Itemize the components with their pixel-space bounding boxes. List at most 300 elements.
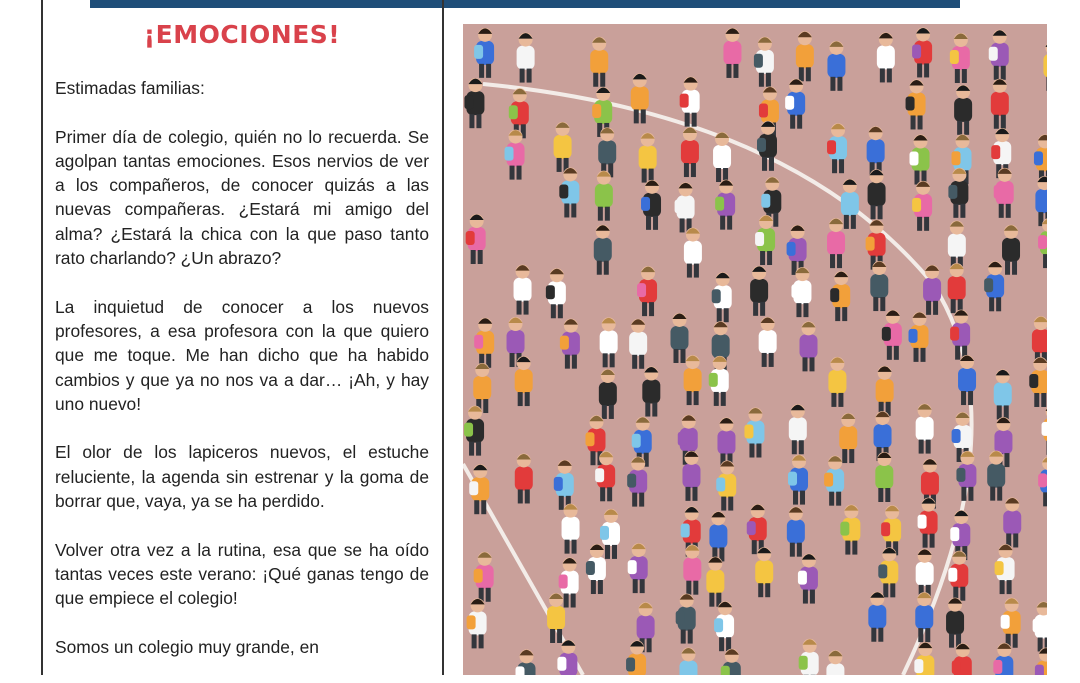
backpack [675, 199, 684, 213]
child-body [637, 615, 655, 639]
child-leg [607, 487, 612, 501]
child-body [954, 98, 972, 122]
child-leg [949, 634, 954, 648]
child-leg [918, 628, 923, 642]
child-leg [845, 541, 850, 555]
backpack [632, 434, 641, 448]
backpack [474, 335, 483, 349]
backpack [761, 194, 770, 208]
child-leg [878, 205, 883, 219]
child-body [554, 135, 572, 159]
child-leg [1043, 254, 1047, 268]
backpack [948, 568, 957, 582]
child-leg [481, 500, 486, 514]
child-leg [837, 254, 842, 268]
child-leg [930, 534, 935, 548]
backpack [709, 373, 718, 387]
child-leg [550, 629, 555, 643]
child-leg [510, 166, 515, 180]
child-leg [604, 261, 609, 275]
child-body [684, 241, 702, 265]
backpack [592, 104, 601, 118]
child-leg [951, 299, 956, 313]
backpack [721, 666, 730, 675]
child-leg [717, 308, 722, 322]
child-leg [766, 73, 771, 87]
child-leg [887, 346, 892, 360]
child-leg [994, 115, 999, 129]
backpack [757, 138, 766, 152]
child-leg [693, 581, 698, 595]
child-leg [564, 594, 569, 608]
backpack [1038, 473, 1047, 487]
schoolyard-photo [463, 24, 1047, 675]
backpack [824, 473, 833, 487]
child-body [958, 368, 976, 392]
child-leg [762, 353, 767, 367]
child-body [631, 86, 649, 110]
child-body [515, 466, 533, 490]
child-body [507, 330, 525, 354]
child-leg [837, 77, 842, 91]
letter-paragraph-3: El olor de los lapiceros nuevos, el estuche reluciente, la agenda sin estrenar y la goma de borrar que, vaya, ya se ha perdido. [55, 440, 429, 513]
backpack [637, 283, 646, 297]
backpack [557, 657, 566, 671]
child-body [1002, 238, 1020, 262]
child-body [796, 44, 814, 68]
backpack [546, 285, 555, 299]
backpack [754, 54, 763, 68]
child-leg [839, 159, 844, 173]
backpack [559, 575, 568, 589]
child-leg [694, 264, 699, 278]
child-leg [486, 64, 491, 78]
child-leg [989, 297, 994, 311]
child-leg [769, 353, 774, 367]
child-body [789, 417, 807, 441]
backpack [799, 656, 808, 670]
child-body [877, 45, 895, 69]
child-body [1043, 54, 1047, 78]
child-leg [518, 489, 523, 503]
child-leg [842, 449, 847, 463]
backpack [676, 611, 685, 625]
child-leg [921, 348, 926, 362]
child-body [1035, 189, 1047, 213]
child-leg [639, 355, 644, 369]
child-body [868, 182, 886, 206]
child-body [639, 146, 657, 170]
child-leg [955, 346, 960, 360]
backpack [914, 659, 923, 673]
child-body [839, 426, 857, 450]
child-leg [830, 254, 835, 268]
child-leg [1007, 580, 1012, 594]
backpack [712, 289, 721, 303]
child-leg [642, 302, 647, 316]
backpack [906, 96, 915, 110]
child-leg [803, 303, 808, 317]
child-leg [883, 583, 888, 597]
child-body [916, 562, 934, 586]
child-leg [727, 216, 732, 230]
child-leg [673, 349, 678, 363]
child-leg [721, 497, 726, 511]
child-body [717, 430, 735, 454]
child-leg [642, 169, 647, 183]
child-leg [960, 587, 965, 601]
child-leg [687, 391, 692, 405]
child-leg [924, 63, 929, 77]
child-leg [832, 159, 837, 173]
backpack [474, 45, 483, 59]
backpack [909, 152, 918, 166]
child-leg [571, 594, 576, 608]
backpack [798, 571, 807, 585]
child-leg [476, 442, 481, 456]
child-leg [878, 628, 883, 642]
child-leg [1041, 393, 1046, 407]
child-body [713, 145, 731, 169]
backpack [1029, 374, 1038, 388]
child-leg [917, 217, 922, 231]
backpack [626, 658, 635, 672]
child-leg [792, 440, 797, 454]
child-body [800, 334, 818, 358]
child-leg [996, 297, 1001, 311]
backpack [715, 197, 724, 211]
child-leg [990, 487, 995, 501]
child-leg [873, 297, 878, 311]
child-body [921, 472, 939, 496]
child-leg [572, 355, 577, 369]
backpack [1042, 422, 1047, 436]
child-leg [551, 304, 556, 318]
backpack [994, 185, 1003, 199]
child-leg [957, 121, 962, 135]
child-body [874, 424, 892, 448]
backpack [881, 522, 890, 536]
child-leg [684, 163, 689, 177]
letter-paragraph-5: Somos un colegio muy grande, en [55, 635, 429, 659]
child-leg [960, 204, 965, 218]
backpack [466, 231, 475, 245]
child-leg [926, 301, 931, 315]
child-leg [600, 73, 605, 87]
child-leg [571, 203, 576, 217]
child-leg [639, 493, 644, 507]
backpack [1033, 618, 1042, 632]
child-body [723, 41, 741, 65]
child-leg [605, 545, 610, 559]
letter-greeting: Estimadas familias: [55, 76, 429, 100]
child-leg [652, 403, 657, 417]
child-body [712, 334, 730, 358]
backpack [918, 515, 927, 529]
child-leg [557, 629, 562, 643]
child-leg [605, 207, 610, 221]
child-leg [871, 628, 876, 642]
backpack [678, 432, 687, 446]
child-body [867, 139, 885, 163]
child-body [629, 332, 647, 356]
backpack [747, 521, 756, 535]
child-leg [753, 302, 758, 316]
child-leg [961, 487, 966, 501]
backpack [787, 242, 796, 256]
child-leg [694, 391, 699, 405]
child-leg [790, 115, 795, 129]
child-leg [590, 451, 595, 465]
child-body [870, 274, 888, 298]
child-body [515, 369, 533, 393]
child-leg [469, 442, 474, 456]
child-body [562, 517, 580, 541]
child-leg [647, 638, 652, 652]
child-leg [760, 251, 765, 265]
child-leg [838, 393, 843, 407]
backpack [755, 232, 764, 246]
child-leg [597, 261, 602, 275]
backpack [984, 278, 993, 292]
child-leg [598, 207, 603, 221]
child-body [595, 184, 613, 208]
child-leg [919, 440, 924, 454]
letter-paragraph-4: Volver otra vez a la rutina, esa que se ha oído tantas veces este verano: ¡Qué ganas tengo de que empiece el colegio! [55, 538, 429, 611]
child-body [828, 370, 846, 394]
child-leg [999, 204, 1004, 218]
child-leg [997, 487, 1002, 501]
child-leg [517, 166, 522, 180]
child-leg [728, 497, 733, 511]
child-body [598, 140, 616, 164]
child-leg [518, 392, 523, 406]
child-leg [810, 357, 815, 371]
child-leg [773, 213, 778, 227]
child-body [681, 140, 699, 164]
child-leg [917, 63, 922, 77]
child-leg [557, 158, 562, 172]
child-body [827, 231, 845, 255]
child-leg [955, 69, 960, 83]
backpack [948, 185, 957, 199]
child-leg [559, 496, 564, 510]
child-body [709, 524, 727, 548]
backpack [554, 477, 563, 491]
backpack [560, 336, 569, 350]
backpack [505, 147, 514, 161]
child-leg [558, 304, 563, 318]
child-leg [756, 444, 761, 458]
child-leg [680, 218, 685, 232]
child-leg [510, 353, 515, 367]
child-leg [476, 114, 481, 128]
child-leg [612, 545, 617, 559]
child-leg [1001, 66, 1006, 80]
backpack [586, 561, 595, 575]
child-body [594, 238, 612, 262]
child-leg [633, 579, 638, 593]
child-leg [953, 204, 958, 218]
backpack [993, 660, 1002, 674]
backpack [509, 105, 518, 119]
child-leg [1000, 580, 1005, 594]
backpack [600, 526, 609, 540]
child-leg [852, 541, 857, 555]
child-leg [759, 73, 764, 87]
child-leg [692, 113, 697, 127]
child-leg [483, 399, 488, 413]
child-leg [686, 581, 691, 595]
child-leg [911, 115, 916, 129]
child-leg [926, 440, 931, 454]
child-leg [769, 157, 774, 171]
child-body [991, 92, 1009, 116]
child-body [547, 606, 565, 630]
child-leg [714, 392, 719, 406]
child-body [868, 605, 886, 629]
backpack [785, 96, 794, 110]
child-leg [767, 251, 772, 265]
child-leg [964, 121, 969, 135]
backpack [909, 329, 918, 343]
child-body [1003, 510, 1021, 534]
right-column-rule [442, 0, 444, 675]
child-body [1032, 329, 1047, 353]
child-leg [962, 69, 967, 83]
child-body [670, 326, 688, 350]
letter-body [55, 76, 429, 683]
child-leg [527, 69, 532, 83]
child-leg [878, 488, 883, 502]
child-leg [1001, 115, 1006, 129]
child-leg [923, 534, 928, 548]
child-leg [830, 77, 835, 91]
backpack [469, 481, 478, 495]
child-leg [810, 590, 815, 604]
backpack [878, 564, 887, 578]
child-leg [688, 630, 693, 644]
child-leg [836, 492, 841, 506]
child-leg [609, 405, 614, 419]
backpack [866, 237, 875, 251]
child-leg [474, 500, 479, 514]
backpack [950, 327, 959, 341]
backpack [950, 527, 959, 541]
child-leg [968, 487, 973, 501]
child-body [682, 464, 700, 488]
child-leg [749, 444, 754, 458]
backpack [950, 50, 959, 64]
child-body [875, 465, 893, 489]
backpack [912, 44, 921, 58]
child-leg [632, 493, 637, 507]
child-leg [914, 348, 919, 362]
child-leg [685, 113, 690, 127]
child-leg [602, 405, 607, 419]
backpack [991, 145, 1000, 159]
child-body [946, 611, 964, 635]
child-body [923, 278, 941, 302]
backpack [627, 474, 636, 488]
child-leg [925, 628, 930, 642]
child-leg [890, 583, 895, 597]
child-leg [871, 205, 876, 219]
backpack [912, 198, 921, 212]
backpack [995, 561, 1004, 575]
child-leg [765, 583, 770, 597]
child-leg [760, 302, 765, 316]
letter-paragraph-2: La inquietud de conocer a los nuevos profesores, a esa profesora con la que quiero que me toque. Me han dicho que ha habido cambios y que ya no nos va a dar… ¡Ah, y hay uno nuevo! [55, 295, 429, 416]
backpack [464, 95, 473, 109]
backpack [791, 284, 800, 298]
child-leg [724, 308, 729, 322]
child-body [787, 520, 805, 544]
child-leg [646, 216, 651, 230]
child-leg [797, 115, 802, 129]
child-body [590, 50, 608, 74]
backpack [681, 524, 690, 538]
child-leg [600, 487, 605, 501]
backpack [759, 103, 768, 117]
backpack [716, 478, 725, 492]
header-bar [90, 0, 960, 8]
child-leg [997, 405, 1002, 419]
child-leg [524, 301, 529, 315]
child-leg [692, 487, 697, 501]
child-leg [994, 66, 999, 80]
child-leg [733, 64, 738, 78]
schoolyard-photo-graphic [463, 24, 1047, 675]
backpack [595, 468, 604, 482]
backpack [714, 618, 723, 632]
child-leg [1005, 261, 1010, 275]
child-leg [520, 69, 525, 83]
child-body [750, 279, 768, 303]
child-leg [829, 492, 834, 506]
child-leg [1046, 77, 1047, 91]
child-leg [525, 392, 530, 406]
backpack [680, 94, 689, 108]
child-leg [685, 487, 690, 501]
backpack [830, 288, 839, 302]
child-leg [610, 353, 615, 367]
backpack [641, 197, 650, 211]
child-leg [918, 115, 923, 129]
child-leg [634, 109, 639, 123]
backpack [827, 140, 836, 154]
backpack [559, 184, 568, 198]
child-body [827, 54, 845, 78]
child-body [994, 382, 1012, 406]
child-leg [961, 391, 966, 405]
letter-paragraph-1: Primer día de colegio, quién no lo recuerda. Se agolpan tantas emociones. Esos nervios de ver a los compañeros, de conocer quizás a las nuevas compañeras. ¿Estará mi amigo del alma? ¿Estará la chica con la que paso tanto rato charlando? ¿Un abrazo? [55, 125, 429, 271]
child-leg [831, 393, 836, 407]
child-leg [591, 580, 596, 594]
child-body [473, 376, 491, 400]
child-body [517, 46, 535, 70]
child-leg [691, 163, 696, 177]
backpack [952, 660, 961, 674]
child-body [876, 379, 894, 403]
child-leg [479, 64, 484, 78]
child-leg [486, 588, 491, 602]
child-body [841, 192, 859, 216]
child-leg [880, 68, 885, 82]
child-leg [478, 250, 483, 264]
child-leg [593, 73, 598, 87]
child-leg [894, 346, 899, 360]
